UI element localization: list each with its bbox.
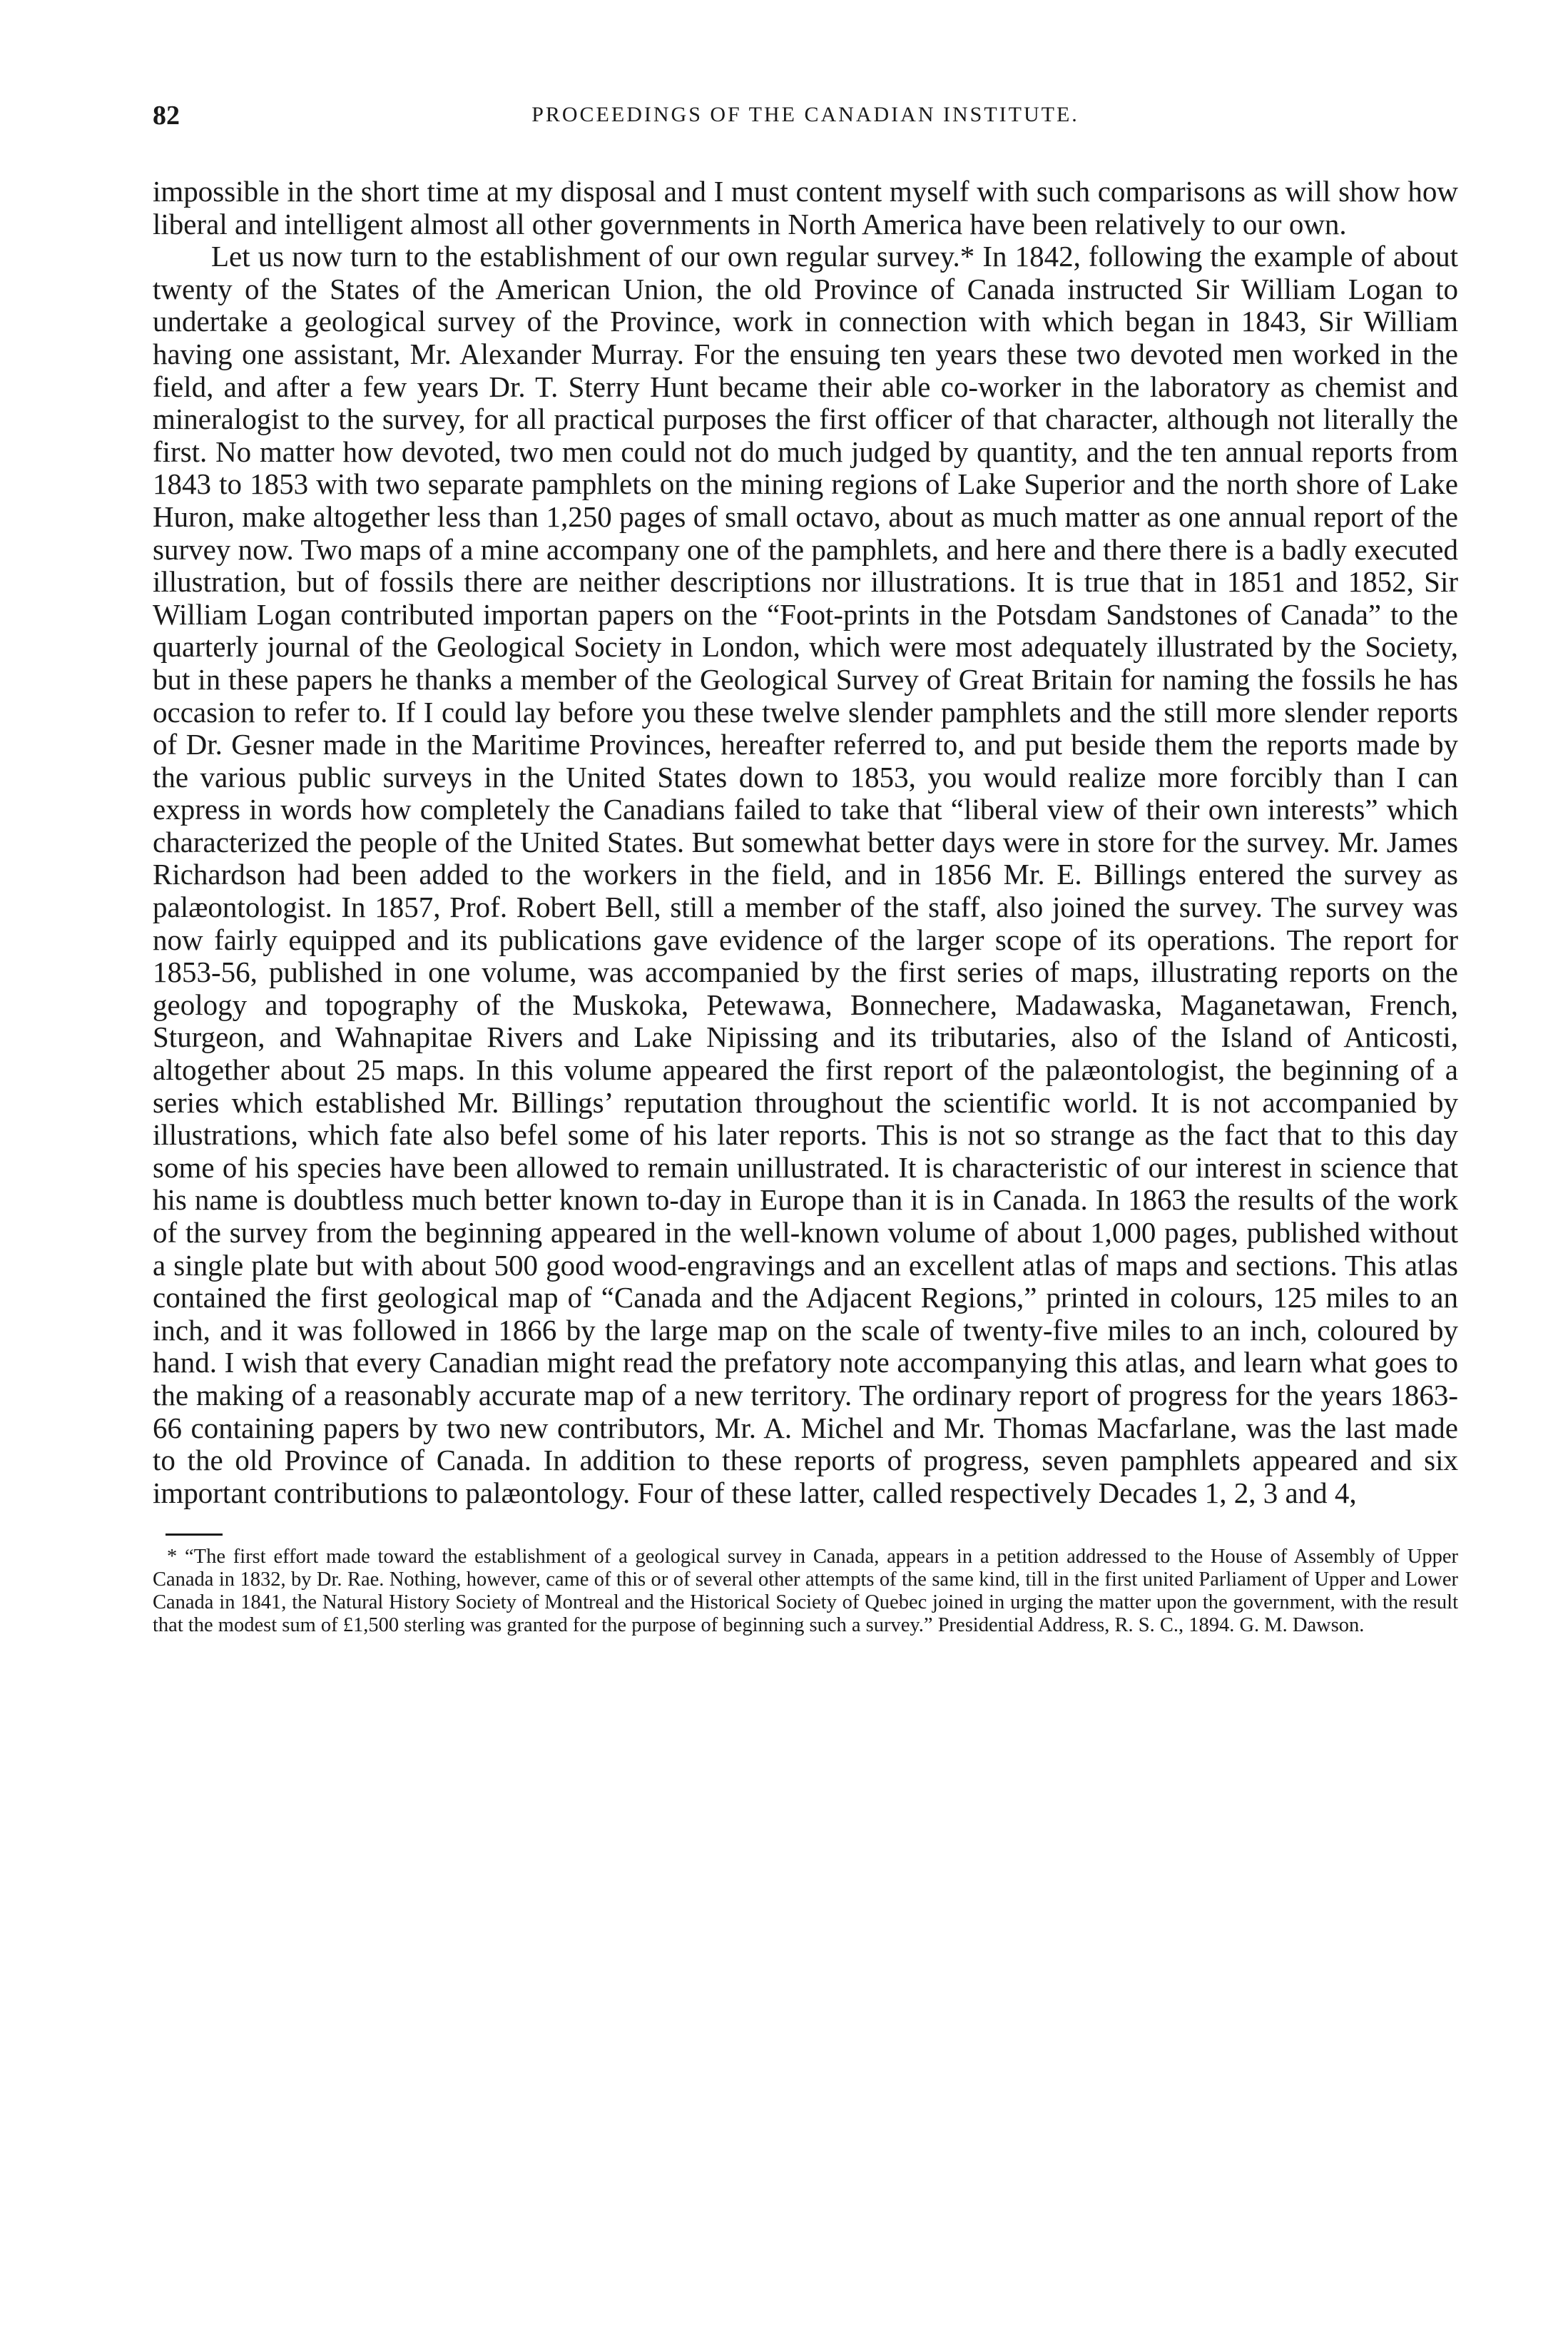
running-head	[153, 100, 1458, 143]
footnote-divider	[166, 1534, 223, 1536]
footnote: * “The first effort made toward the establishment of a geological survey in Canada, appears in a petition addressed to the House of Assembly of Upper Canada in 1832, by Dr. Rae. Nothing, however, came of this or of several other attempts of the same kind, till in the first united Parliament of Upper and Lower Canada in 1841, the Natural History Society of Montreal and the Historical Society of Quebec joined in urging the matter upon the government, with the result that the modest sum of £1,500 sterling was granted for the purpose of beginning such a survey.” Presidential Address, R. S. C., 1894. G. M. Dawson.	[153, 1546, 1458, 1637]
paragraph-continued: impossible in the short time at my disposal and I must content myself with such comparisons as will show how liberal and intelligent almost all other governments in North America have been relatively to our own.	[153, 175, 1458, 240]
body-text	[153, 176, 1458, 1509]
paragraph-survey-history: Let us now turn to the establishment of our own regular survey.* In 1842, following the example of about twenty of the States of the American Union, the old Province of Canada instructed Sir William Logan to undertake a geological survey of the Province, work in connection with which began in 1843, Sir William having one assistant, Mr. Alexander Murray. For the ensuing ten years these two devoted men worked in the field, and after a few years Dr. T. Sterry Hunt became their able co-worker in the laboratory as chemist and mineralogist to the survey, for all practical purposes the first officer of that character, although not literally the first. No matter how devoted, two men could not do much judged by quantity, and the ten annual reports from 1843 to 1853 with two separate pamphlets on the mining regions of Lake Superior and the north shore of Lake Huron, make altogether less than 1,250 pages of small octavo, about as much matter as one annual report of the survey now. Two maps of a mine accompany one of the pamphlets, and here and there there is a badly executed illustration, but of fossils there are neither descriptions nor illustrations. It is true that in 1851 and 1852, Sir William Logan contributed importan papers on the “Foot-prints in the Potsdam Sandstones of Canada” to the quarterly journal of the Geological Society in London, which were most adequately illustrated by the Society, but in these papers he thanks a member of the Geological Survey of Great Britain for naming the fossils he has occasion to refer to. If I could lay before you these twelve slender pamphlets and the still more slender reports of Dr. Gesner made in the Maritime Provinces, hereafter referred to, and put beside them the reports made by the various public surveys in the United States down to 1853, you would realize more forcibly than I can express in words how completely the Canadians failed to take that “liberal view of their own interests” which characterized the people of the United States. But somewhat better days were in store for the survey. Mr. James Richardson had been added to the workers in the field, and in 1856 Mr. E. Billings entered the survey as palæontologist. In 1857, Prof. Robert Bell, still a member of the staff, also joined the survey. The survey was now fairly equipped and its publications gave evidence of the larger scope of its operations. The report for 1853-56, published in one volume, was accompanied by the first series of maps, illustrating reports on the geology and topography of the Muskoka, Petewawa, Bonnechere, Madawaska, Maganetawan, French, Sturgeon, and Wahnapitae Rivers and Lake Nipissing and its tributaries, also of the Island of Anticosti, altogether about 25 maps. In this volume appeared the first report of the palæontologist, the beginning of a series which established Mr. Billings’ reputation throughout the scientific world. It is not accompanied by illustrations, which fate also befel some of his later reports. This is not so strange as the fact that to this day some of his species have been allowed to remain unillustrated. It is characteristic of our interest in science that his name is doubtless much better known to-day in Europe than it is in Canada. In 1863 the results of the work of the survey from the beginning appeared in the well-known volume of about 1,000 pages, published without a single plate but with about 500 good wood-engravings and an excellent atlas of maps and sections. This atlas contained the first geological map of “Canada and the Adjacent Regions,” printed in colours, 125 miles to an inch, and it was followed in 1866 by the large map on the scale of twenty-five miles to an inch, coloured by hand. I wish that every Canadian might read the prefatory note accompanying this atlas, and learn what goes to the making of a reasonably accurate map of a new territory. The ordinary report of progress for the years 1863-66 containing papers by two new contributors, Mr. A. Michel and Mr. Thomas Macfarlane, was the last made to the old Province of Canada. In addition to these reports of progress, seven pamphlets appeared and six important contributions to palæontology. Four of these latter, called respectively Decades 1, 2, 3 and 4,	[153, 240, 1458, 1509]
page-number: 82	[153, 101, 180, 131]
running-head-title: PROCEEDINGS OF THE CANADIAN INSTITUTE.	[531, 103, 1079, 126]
